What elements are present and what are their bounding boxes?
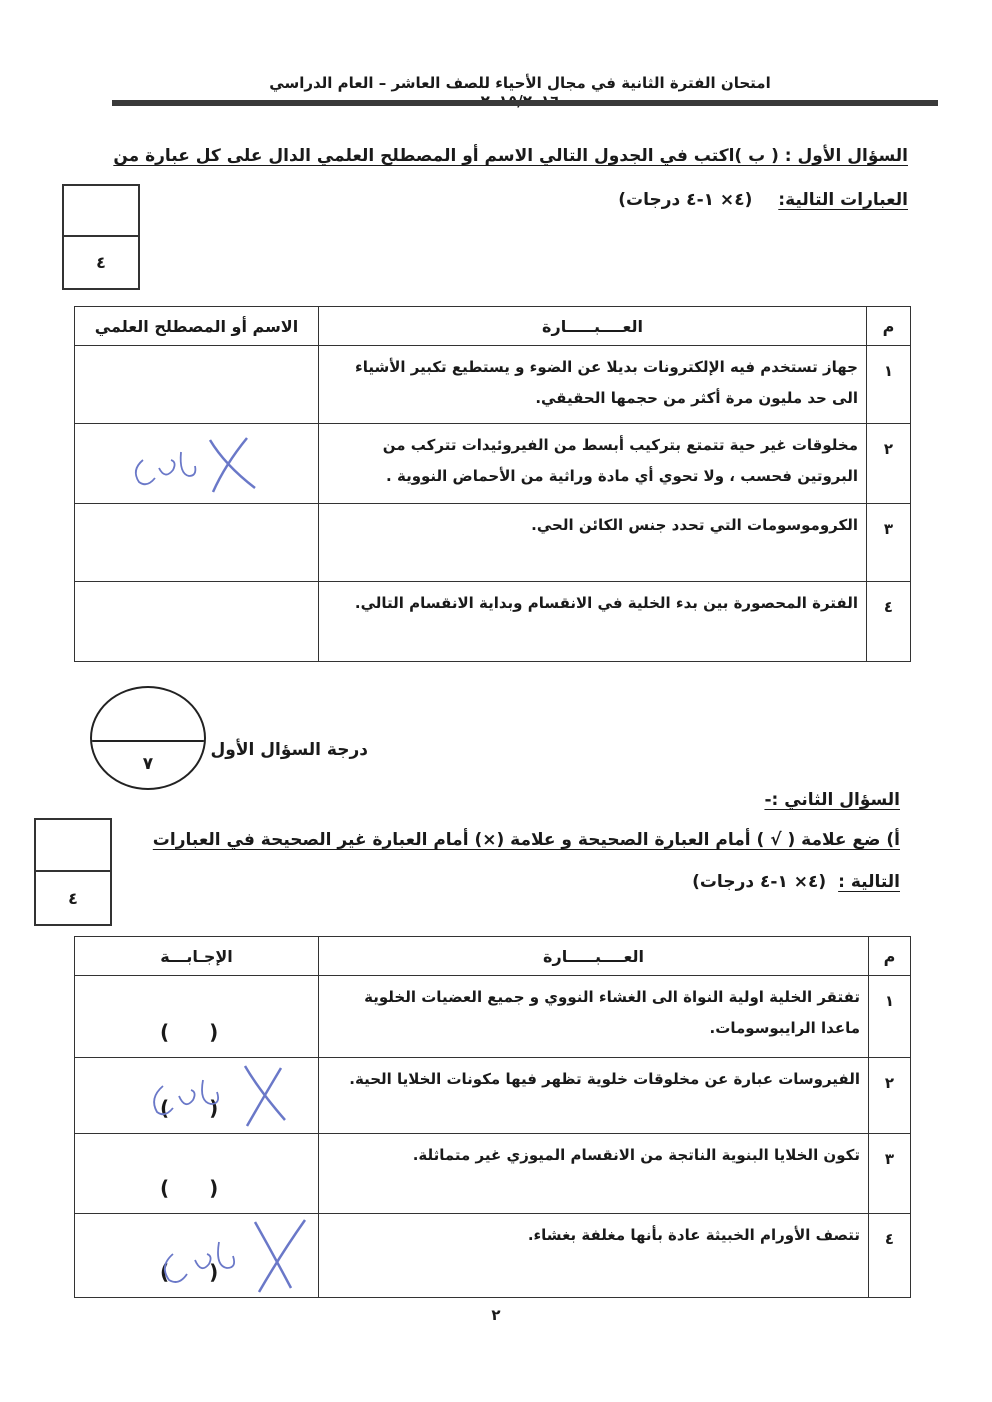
- table-row: [75, 582, 911, 662]
- table-header-row: [75, 307, 911, 346]
- row-num: ٤: [867, 582, 911, 662]
- question2-title: السؤال الثاني :-: [764, 790, 900, 810]
- row-num: ٣: [867, 504, 911, 582]
- score-box-obtained: [36, 820, 110, 872]
- row-statement: تفتقر الخلية اولية النواة الى الغشاء النووي و جميع العضيات الخلوية ماعدا الرايبوسومات.: [319, 976, 869, 1058]
- header-answer: الإجـابـــة: [75, 937, 319, 976]
- score-box-total: ٤: [68, 888, 78, 908]
- row-statement: جهاز تستخدم فيه الإلكترونات بديلا عن الضوء و يستطيع تكبير الأشياء الى حد مليون مرة أكثر من حجمها الحقيقي.: [319, 346, 867, 424]
- table-row: [75, 424, 911, 504]
- row-num: ٤: [869, 1214, 911, 1298]
- header-rule: [112, 100, 938, 106]
- question1-label: العبارات التالية:: [778, 190, 908, 210]
- header-answer: الاسم أو المصطلح العلمي: [75, 307, 319, 346]
- table-header-row: [75, 937, 911, 976]
- answer-cell[interactable]: [75, 1058, 319, 1134]
- answer-cell[interactable]: [75, 346, 319, 424]
- table-row: [75, 346, 911, 424]
- row-statement: الفيروسات عبارة عن مخلوقات خلوية تظهر فيها مكونات الخلايا الحية.: [319, 1058, 869, 1134]
- header-num: م: [867, 307, 911, 346]
- question1-title: السؤال الأول : ( ب )اكتب في الجدول التالي الاسم أو المصطلح العلمي الدال على كل عبارة من: [113, 146, 908, 166]
- question2-score-box: [34, 818, 112, 926]
- row-num: ١: [867, 346, 911, 424]
- answer-parentheses: (): [160, 1176, 259, 1200]
- handwritten-wrong-mark-icon: [155, 1214, 315, 1298]
- row-statement: الفترة المحصورة بين بدء الخلية في الانقسام وبداية الانقسام التالي.: [319, 582, 867, 662]
- question1-grade-circle: [90, 686, 206, 790]
- row-statement: تكون الخلايا البنوية الناتجة من الانقسام الميوزي غير متماثلة.: [319, 1134, 869, 1214]
- score-box-total: ٤: [96, 253, 106, 272]
- question2-label: التالية :: [838, 872, 900, 892]
- row-num: ٢: [867, 424, 911, 504]
- answer-cell[interactable]: [75, 1134, 319, 1214]
- table-row: [75, 1214, 911, 1298]
- score-box-obtained: [64, 186, 138, 237]
- table-row: [75, 504, 911, 582]
- page-number: ٢: [491, 1306, 501, 1324]
- row-num: ٣: [869, 1134, 911, 1214]
- answer-parentheses: (): [160, 1096, 259, 1120]
- header-statement: العــــبـــــارة: [319, 937, 869, 976]
- handwritten-wrong-mark-icon: [135, 1060, 295, 1134]
- table-row: [75, 1058, 911, 1134]
- answer-parentheses: (): [160, 1020, 259, 1044]
- question1-table: [74, 306, 911, 662]
- answer-cell[interactable]: [75, 424, 319, 504]
- question1-score-box: [62, 184, 140, 290]
- question2-table: [74, 936, 911, 1298]
- answer-cell[interactable]: [75, 976, 319, 1058]
- answer-parentheses: (): [160, 1260, 259, 1284]
- row-statement: تتصف الأورام الخبيثة عادة بأنها مغلفة بغشاء.: [319, 1214, 869, 1298]
- answer-cell[interactable]: [75, 1214, 319, 1298]
- question2-instruction: أ) ضع علامة ( √ ) أمام العبارة الصحيحة و علامة (×) أمام العبارة غير الصحيحة في العبارات: [152, 830, 900, 850]
- question2-marks: (٤× ١-٤ درجات): [692, 872, 827, 892]
- table-row: [75, 976, 911, 1058]
- question1-marks: (٤× ١-٤ درجات): [618, 190, 753, 210]
- table-row: [75, 1134, 911, 1214]
- question1-grade-total: ٧: [142, 754, 154, 774]
- grade-divider: [92, 740, 204, 742]
- header-statement: العــــبـــــارة: [319, 307, 867, 346]
- row-statement: مخلوقات غير حية تتمتع بتركيب أبسط من الفيروئيدات تتركب من البروتين فحسب ، ولا تحوي أي مادة وراثية من الأحماض النووية .: [319, 424, 867, 504]
- question1-line2: [618, 190, 908, 210]
- header-num: م: [869, 937, 911, 976]
- row-num: ١: [869, 976, 911, 1058]
- page-header: امتحان الفترة الثانية في مجال الأحياء للصف العاشر – العام الدراسي: [269, 74, 771, 92]
- row-statement: الكروموسومات التي تحدد جنس الكائن الحي.: [319, 504, 867, 582]
- row-num: ٢: [869, 1058, 911, 1134]
- handwritten-wrong-mark-icon: [125, 430, 265, 498]
- question2-line2: [692, 872, 900, 892]
- answer-cell[interactable]: [75, 582, 319, 662]
- question1-grade-label: درجة السؤال الأول: [210, 740, 368, 760]
- answer-cell[interactable]: [75, 504, 319, 582]
